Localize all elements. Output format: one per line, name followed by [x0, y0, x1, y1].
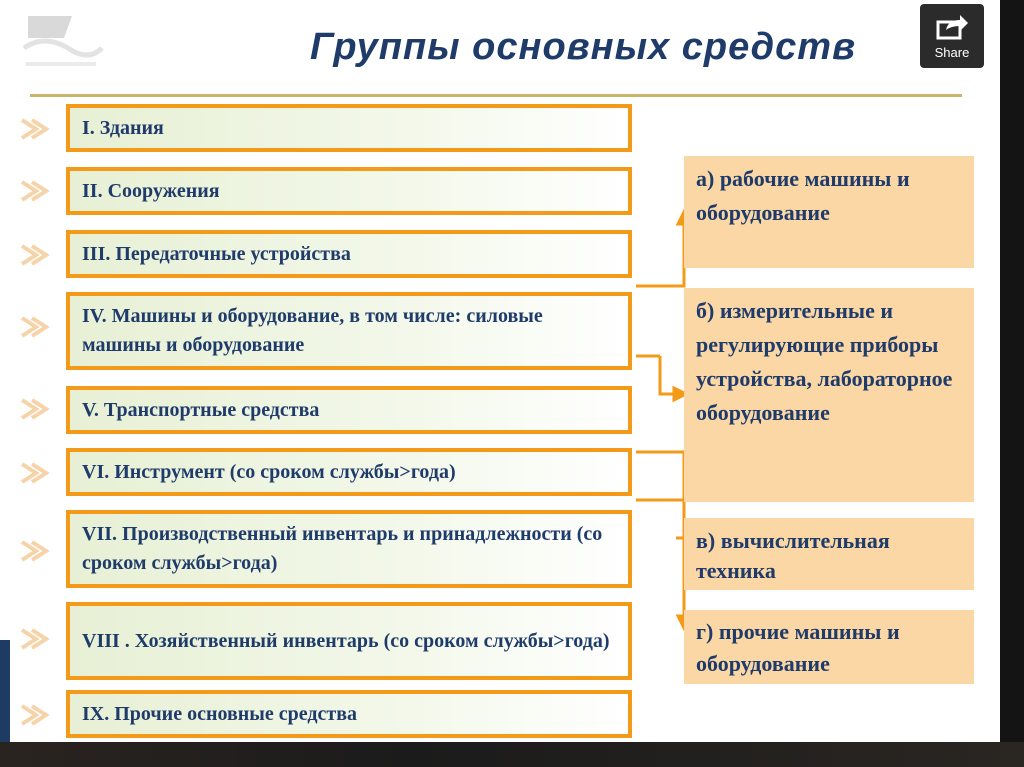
subgroup-label: а) рабочие машины и оборудование [696, 166, 910, 225]
left-accent-bar [0, 640, 10, 742]
group-label: VIII . Хозяйственный инвентарь (со сроком службы>года) [82, 629, 610, 652]
group-label: IV. Машины и оборудование, в том числе: силовые машины и оборудование [82, 305, 543, 356]
frame-bottom-band [0, 742, 1024, 767]
frame-right-border [1000, 0, 1024, 767]
group-label: IX. Прочие основные средства [82, 702, 358, 725]
subgroup-box-a [684, 156, 974, 268]
subgroup-label: г) прочие машины и оборудование [696, 619, 900, 676]
share-label: Share [934, 45, 970, 60]
slide-title: Группы основных средств [310, 26, 857, 68]
subgroup-label: б) измерительные и регулирующие приборы устройства, лабораторное оборудование [696, 298, 953, 425]
subgroup-label: в) вычислительная техника [696, 528, 890, 583]
group-label: II. Сооружения [82, 179, 220, 202]
group-label: III. Передаточные устройства [82, 242, 351, 265]
group-label: VI. Инструмент (со сроком службы>года) [82, 460, 456, 483]
group-label: VII. Производственный инвентарь и принадлежности (со сроком службы>года) [82, 523, 603, 574]
subgroup-box-v [684, 518, 974, 590]
subgroup-box-g [684, 610, 974, 684]
share-icon [934, 12, 970, 42]
group-label: V. Транспортные средства [82, 398, 320, 421]
subgroup-box-b [684, 288, 974, 502]
share-button[interactable] [920, 4, 984, 68]
group-label: I. Здания [82, 116, 164, 139]
